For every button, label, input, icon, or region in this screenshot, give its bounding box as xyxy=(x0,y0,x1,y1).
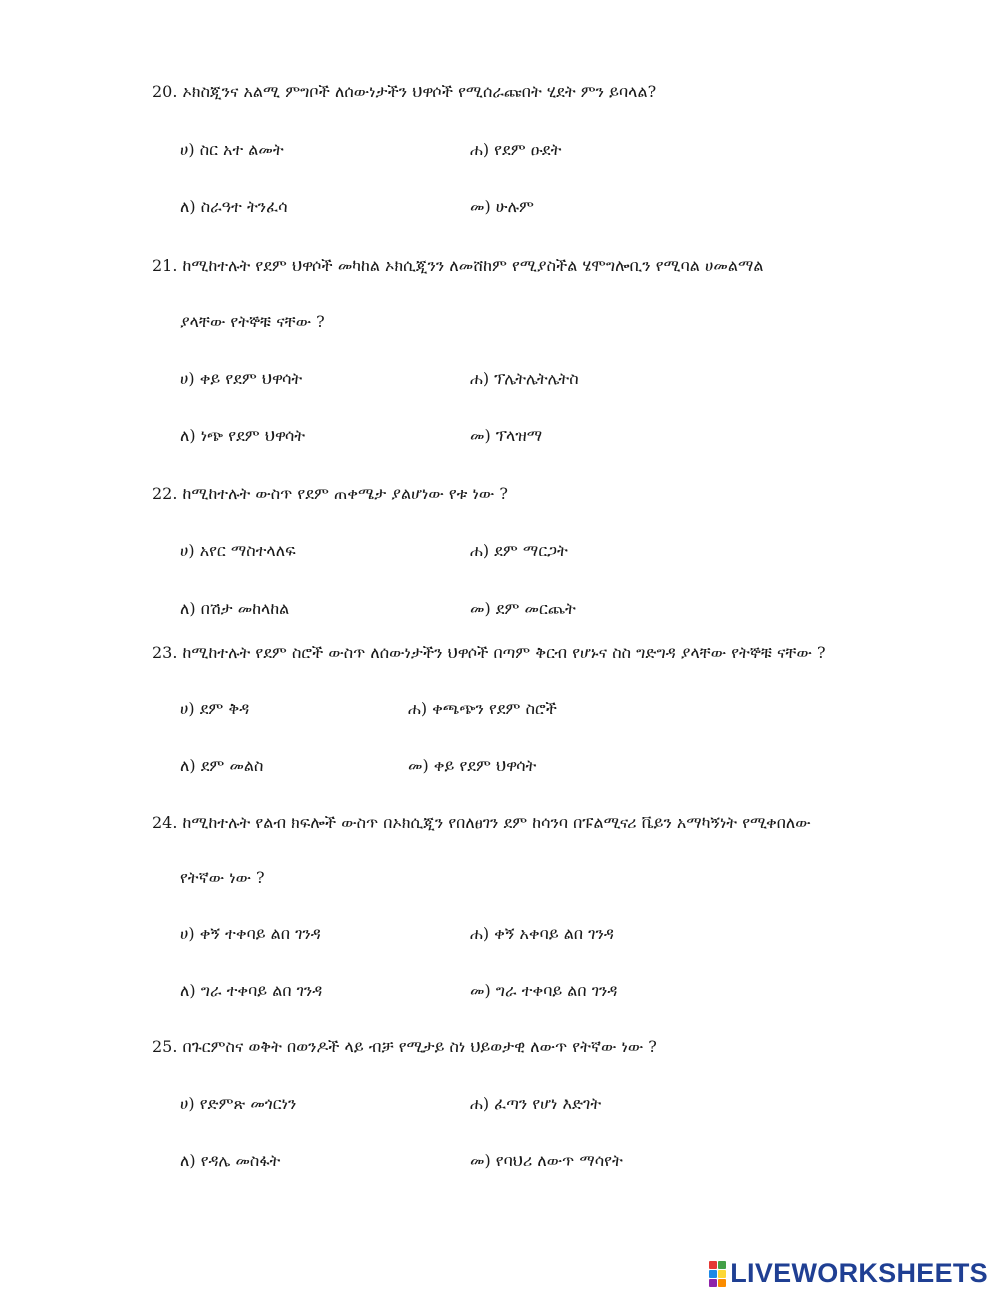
q23-option-d[interactable]: መ) ቀይ የደም ህዋሳት xyxy=(408,756,537,775)
logo-mark-icon xyxy=(709,1261,726,1287)
logo-square xyxy=(718,1270,726,1278)
liveworksheets-logo xyxy=(709,1258,988,1289)
q20-option-a[interactable]: ሀ) ስር አተ ልመት xyxy=(180,140,284,159)
q22-option-c[interactable]: ሐ) ደም ማርጋት xyxy=(470,541,568,560)
q22-option-a[interactable]: ሀ) አየር ማስተላለፍ xyxy=(180,541,296,560)
question-20: 20. ኦክስጂንና አልሚ ምግቦች ለሰውነታችን ህዋሶች የሚሰራጩበት ሂደት ምን ይባላል? xyxy=(152,82,657,101)
question-22: 22. ከሚከተሉት ውስጥ የደም ጠቀሜታ ያልሆነው የቱ ነው ? xyxy=(152,484,508,503)
q20-option-b[interactable]: ለ) ስራዓተ ትንፈሳ xyxy=(180,197,288,216)
q23-option-b[interactable]: ለ) ደም መልስ xyxy=(180,756,264,775)
logo-square xyxy=(718,1279,726,1287)
q25-option-c[interactable]: ሐ) ፈጣን የሆነ እድገት xyxy=(470,1094,602,1113)
q22-option-b[interactable]: ለ) በሽታ መከላከል xyxy=(180,599,290,618)
question-24: 24. ከሚከተሉት የልብ ክፍሎች ውስጥ በኦክሲጂን የበለፀገን ደም ከሳንባ በፑልሚናሪ ቬይን አማካኝነት የሚቀበለው xyxy=(152,813,811,832)
q25-option-b[interactable]: ለ) የዳሌ መስፋት xyxy=(180,1151,281,1170)
q24-option-a[interactable]: ሀ) ቀኝ ተቀባይ ልበ ገንዳ xyxy=(180,924,321,943)
logo-square xyxy=(709,1279,717,1287)
q21-option-d[interactable]: መ) ፕላዝማ xyxy=(470,426,543,445)
logo-square xyxy=(718,1261,726,1269)
q20-option-c[interactable]: ሐ) የደም ዑደት xyxy=(470,140,562,159)
q21-option-c[interactable]: ሐ) ፕሌትሌትሌትስ xyxy=(470,369,579,388)
q21-option-b[interactable]: ለ) ነጭ የደም ህዋሳት xyxy=(180,426,306,445)
question-24-continuation: የትኛው ነው ? xyxy=(180,868,265,887)
logo-square xyxy=(709,1261,717,1269)
question-23: 23. ከሚከተሉት የደም ስሮች ውስጥ ለሰውነታችን ህዋሶች በጣም ቅርብ የሆኑና ስስ ግድግዳ ያላቸው የትኞቹ ናቸው ? xyxy=(152,643,826,662)
question-21-continuation: ያላቸው የትኞቹ ናቸው ? xyxy=(180,312,325,331)
q25-option-a[interactable]: ሀ) የድምጽ መጎርነን xyxy=(180,1094,297,1113)
logo-text: LIVEWORKSHEETS xyxy=(730,1258,988,1288)
logo-square xyxy=(709,1270,717,1278)
q21-option-a[interactable]: ሀ) ቀይ የደም ህዋሳት xyxy=(180,369,303,388)
q23-option-c[interactable]: ሐ) ቀጫጭን የደም ስሮች xyxy=(408,699,557,718)
q23-option-a[interactable]: ሀ) ደም ቅዳ xyxy=(180,699,250,718)
q24-option-c[interactable]: ሐ) ቀኝ አቀባይ ልበ ገንዳ xyxy=(470,924,614,943)
question-25: 25. በጉርምስና ወቅት በወንዶች ላይ ብቻ የሚታይ ስነ ህይወታዊ ለውጥ የትኛው ነው ? xyxy=(152,1037,657,1056)
question-21: 21. ከሚከተሉት የደም ህዋሶች መካከል ኦክሲጂንን ለመሸከም የሚያስችል ሄሞግሎቢን የሚባል ሀመልማል xyxy=(152,256,764,275)
q24-option-b[interactable]: ለ) ግራ ተቀባይ ልበ ገንዳ xyxy=(180,981,323,1000)
q24-option-d[interactable]: መ) ግራ ተቀባይ ልበ ገንዳ xyxy=(470,981,618,1000)
q25-option-d[interactable]: መ) የባህሪ ለውጥ ማሳየት xyxy=(470,1151,623,1170)
q22-option-d[interactable]: መ) ደም መርጨት xyxy=(470,599,576,618)
q20-option-d[interactable]: መ) ሁሉም xyxy=(470,197,534,216)
